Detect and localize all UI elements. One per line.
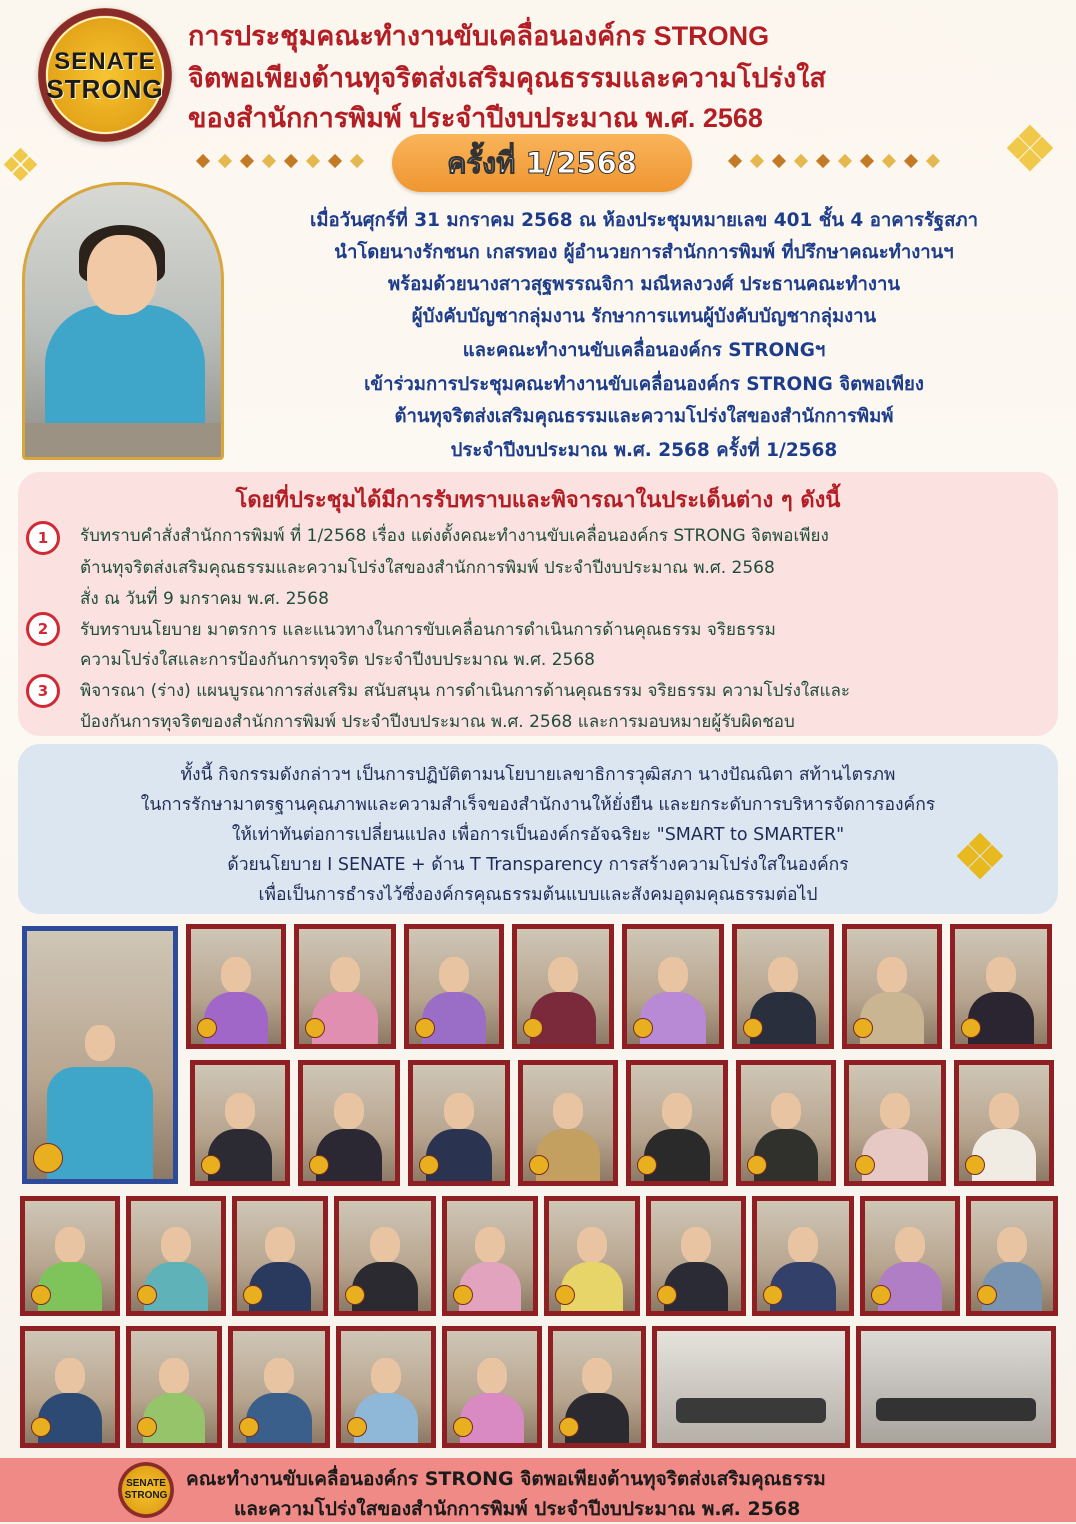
footer-logo: SENATE STRONG xyxy=(118,1462,174,1518)
member-photo xyxy=(126,1326,222,1448)
member-photo xyxy=(408,1060,510,1186)
title-line-2: จิตพอเพียงต้านทุจริตส่งเสริมคุณธรรมและความโปร่งใส xyxy=(188,63,826,93)
member-photo xyxy=(842,924,942,1049)
senate-strong-logo: SENATE STRONG xyxy=(38,8,172,142)
member-photo xyxy=(404,924,504,1049)
intro-line-4: ผู้บังคับบัญชากลุ่มงาน รักษาการแทนผู้บังคับบัญชากลุ่มงาน xyxy=(411,306,877,327)
policy-line-2: ในการรักษามาตรฐานคุณภาพและความสำเร็จของสำนักงานให้ยั่งยืน และยกระดับการบริหารจัดการองค์กร xyxy=(140,795,936,815)
policy-line-3: ให้เท่าทันต่อการเปลี่ยนแปลง เพื่อการเป็นองค์กรอัจฉริยะ "SMART to SMARTER" xyxy=(231,825,845,845)
member-photo xyxy=(190,1060,290,1186)
sparkle-ornament xyxy=(960,836,1000,876)
member-photo xyxy=(232,1196,328,1316)
session-label: ครั้งที่ xyxy=(447,146,516,180)
agenda-item-2-line-2: ความโปร่งใสและการป้องกันการทุจริต ประจำปีงบประมาณ พ.ศ. 2568 xyxy=(80,650,595,670)
flower-ornament-left xyxy=(6,150,36,180)
agenda-item-1-line-1: รับทราบคำสั่งสำนักการพิมพ์ ที่ 1/2568 เรื่อง แต่งตั้งคณะทำงานขับเคลื่อนองค์กร STRONG จิตพอเพียง xyxy=(80,526,829,546)
title-line-1: การประชุมคณะทำงานขับเคลื่อนองค์กร STRONG xyxy=(188,21,770,51)
member-photo xyxy=(950,924,1052,1049)
member-photo xyxy=(752,1196,854,1316)
member-photo xyxy=(954,1060,1054,1186)
agenda-item-3-line-2: ป้องกันการทุจริตของสำนักการพิมพ์ ประจำปีงบประมาณ พ.ศ. 2568 และการมอบหมายผู้รับผิดชอบ xyxy=(80,712,795,732)
agenda-heading: โดยที่ประชุมได้มีการรับทราบและพิจารณาในประเด็นต่าง ๆ ดังนี้ xyxy=(235,488,841,513)
intro-line-8: ประจำปีงบประมาณ พ.ศ. 2568 ครั้งที่ 1/2568 xyxy=(450,440,838,461)
agenda-item-1-line-2: ต้านทุจริตส่งเสริมคุณธรรมและความโปร่งใสของสำนักการพิมพ์ ประจำปีงบประมาณ พ.ศ. 2568 xyxy=(80,558,775,578)
member-photo xyxy=(860,1196,960,1316)
session-number: 1/2568 xyxy=(525,146,637,180)
member-photo xyxy=(844,1060,946,1186)
intro-line-1: เมื่อวันศุกร์ที่ 31 มกราคม 2568 ณ ห้องประชุมหมายเลข 401 ชั้น 4 อาคารรัฐสภา xyxy=(310,210,978,231)
intro-line-2: นำโดยนางรักชนก เกสรทอง ผู้อำนวยการสำนักการพิมพ์ ที่ปรึกษาคณะทำงานฯ xyxy=(334,242,954,263)
flower-ornament xyxy=(1010,128,1050,168)
member-photo xyxy=(512,924,614,1049)
footer-line-1: คณะทำงานขับเคลื่อนองค์กร STRONG จิตพอเพียงต้านทุจริตส่งเสริมคุณธรรม xyxy=(186,1468,826,1490)
title-line-3: ของสำนักการพิมพ์ ประจำปีงบประมาณ พ.ศ. 2568 xyxy=(188,103,763,133)
member-photo xyxy=(626,1060,728,1186)
member-photo xyxy=(548,1326,646,1448)
meeting-room-photo xyxy=(652,1326,850,1448)
intro-line-6: เข้าร่วมการประชุมคณะทำงานขับเคลื่อนองค์กร STRONG จิตพอเพียง xyxy=(364,374,924,395)
policy-line-5: เพื่อเป็นการธำรงไว้ซึ่งองค์กรคุณธรรมต้นแบบและสังคมอุดมคุณธรรมต่อไป xyxy=(258,885,818,905)
agenda-number-3: 3 xyxy=(26,674,60,708)
member-photo xyxy=(334,1196,436,1316)
member-photo xyxy=(736,1060,836,1186)
diamond-ornament-left xyxy=(190,156,370,170)
member-photo xyxy=(646,1196,746,1316)
agenda-item-1-line-3: สั่ง ณ วันที่ 9 มกราคม พ.ศ. 2568 xyxy=(80,589,329,609)
member-photo xyxy=(228,1326,330,1448)
member-photo xyxy=(20,1326,120,1448)
member-photo xyxy=(442,1196,538,1316)
member-photo xyxy=(966,1196,1058,1316)
diamond-ornament-right xyxy=(722,156,982,170)
session-badge xyxy=(392,134,692,192)
agenda-number-2: 2 xyxy=(26,612,60,646)
agenda-item-2-line-1: รับทราบนโยบาย มาตรการ และแนวทางในการขับเคลื่อนการดำเนินการด้านคุณธรรม จริยธรรม xyxy=(80,620,776,640)
member-photo xyxy=(442,1326,542,1448)
member-photo xyxy=(298,1060,400,1186)
member-photo xyxy=(126,1196,226,1316)
member-photo xyxy=(336,1326,436,1448)
member-photo xyxy=(622,924,724,1049)
chair-photo xyxy=(22,926,178,1184)
director-portrait xyxy=(22,182,224,460)
member-photo xyxy=(518,1060,618,1186)
member-photo xyxy=(20,1196,120,1316)
policy-line-4: ด้วยนโยบาย I SENATE + ด้าน T Transparency การสร้างความโปร่งใสในองค์กร xyxy=(227,855,849,875)
member-photo xyxy=(732,924,834,1049)
intro-line-7: ต้านทุจริตส่งเสริมคุณธรรมและความโปร่งใสของสำนักการพิมพ์ xyxy=(394,406,894,427)
member-photo xyxy=(544,1196,640,1316)
member-photo xyxy=(294,924,396,1049)
policy-line-1: ทั้งนี้ กิจกรรมดังกล่าวฯ เป็นการปฏิบัติตามนโยบายเลขาธิการวุฒิสภา นางปัณณิตา สท้านไตรภพ xyxy=(180,765,896,785)
footer-line-2: และความโปร่งใสของสำนักการพิมพ์ ประจำปีงบประมาณ พ.ศ. 2568 xyxy=(234,1498,801,1520)
intro-line-5: และคณะทำงานขับเคลื่อนองค์กร STRONGฯ xyxy=(462,340,826,361)
member-photo xyxy=(186,924,286,1049)
intro-line-3: พร้อมด้วยนางสาวสุฐพรรณจิกา มณีหลงวงศ์ ประธานคณะทำงาน xyxy=(387,274,900,295)
meeting-room-photo xyxy=(856,1326,1056,1448)
agenda-item-3-line-1: พิจารณา (ร่าง) แผนบูรณาการส่งเสริม สนับสนุน การดำเนินการด้านคุณธรรม จริยธรรม ความโปร่งใสและ xyxy=(80,681,851,701)
agenda-number-1: 1 xyxy=(26,521,60,555)
